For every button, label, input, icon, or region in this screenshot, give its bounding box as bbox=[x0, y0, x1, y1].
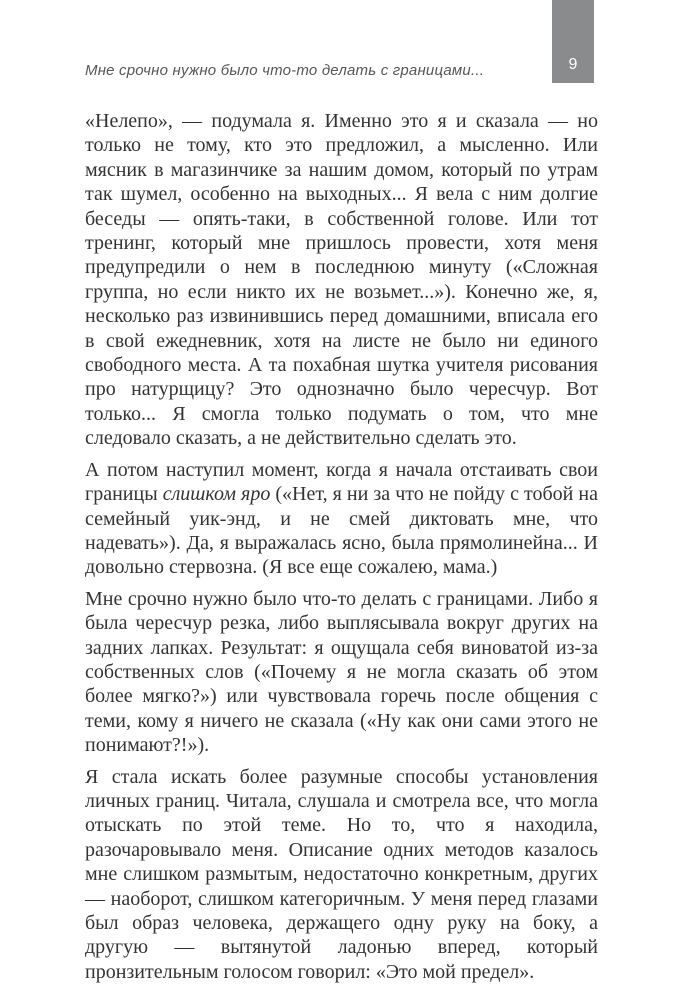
body-paragraph bbox=[85, 587, 598, 758]
body-text: А потом наступил момент, когда я начала отстаивать свои границы bbox=[85, 458, 598, 506]
text-block bbox=[85, 109, 598, 984]
page-number-tab bbox=[552, 0, 594, 83]
emphasized-text: слишком яро bbox=[162, 483, 271, 506]
body-paragraph bbox=[85, 458, 598, 580]
body-paragraph bbox=[85, 109, 598, 451]
body-text: «Нелепо», — подумала я. Именно это я и сказала — но только не тому, кто это предложил, а мысленно. Или мясник в магазинчике за нашим домом, который по утрам так шумел, особенно на выходных... Я вела с ним долгие беседы — опять-таки, в собственной голове. Или тот тренинг, который мне пришлось провести, хотя меня предупредили о нем в последнюю минуту («Сложная группа, но если никто их не возьмет...»). Конечно же, я, несколько раз извинившись перед домашними, вписала его в свой ежедневник, хотя на листе не было ни единого свободного места. А та похабная шутка учителя рисования про натурщицу? Это однозначно было чересчур. Вот только... Я смогла только подумать о том, что мне следовало сказать, а не действительно сделать это. bbox=[85, 110, 598, 450]
running-header: Мне срочно нужно было что-то делать с границами... bbox=[85, 62, 485, 79]
body-paragraph bbox=[85, 765, 598, 985]
body-text: Я стала искать более разумные способы установления личных границ. Читала, слушала и смотрела все, что могла отыскать по этой теме. Но то, что я находила, разочаровывало меня. Описание одних методов казалось мне слишком размытым, недостаточно конкретным, других — наоборот, слишком категоричным. У меня перед глазами был образ человека, держащего одну руку на боку, а другую — вытянутой ладонью вперед, который пронзительным голосом говорил: «Это мой предел». bbox=[85, 765, 598, 983]
body-text: («Нет, я ни за что не пойду с тобой на семейный уик-энд, и не смей диктовать мне, что надевать»). Да, я выражалась ясно, была прямолинейна... И довольно стервозна. (Я все еще сожалею, мама.) bbox=[85, 483, 598, 579]
body-text: Мне срочно нужно было что-то делать с границами. Либо я была чересчур резка, либо выплясывала вокруг других на задних лапках. Результат: я ощущала себя виноватой из-за собственных слов («Почему я не могла сказать об этом более мягко?») или чувствовала горечь после общения с теми, кому я ничего не сказала («Ну как они сами этого не понимают?!»). bbox=[85, 587, 598, 757]
page-number: 9 bbox=[568, 56, 578, 73]
